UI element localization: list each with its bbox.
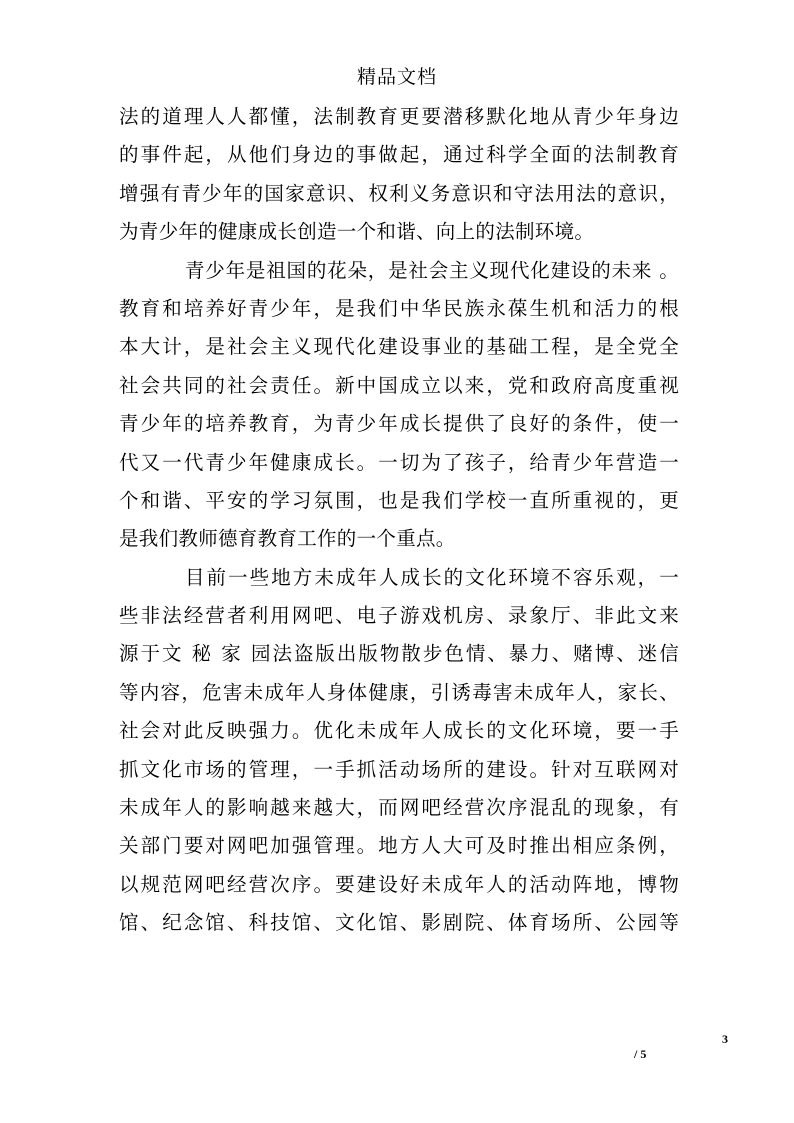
document-body	[119, 98, 679, 943]
text-line: 法的道理人人都懂，法制教育更要潜移默化地从青少年身边	[119, 105, 679, 128]
text-line: 以规范网吧经营次序。要建设好未成年人的活动阵地，博物	[119, 872, 679, 896]
page-number: 3	[722, 1032, 728, 1046]
text-line: 青少年的培养教育，为青少年成长提供了良好的条件，使一	[119, 412, 679, 436]
text-line: 关部门要对网吧加强管理。地方人大可及时推出相应条例，	[119, 834, 679, 858]
text-line: 等内容，危害未成年人身体健康，引诱毒害未成年人，家长、	[119, 680, 679, 704]
text-line: 社会对此反映强力。优化未成年人成长的文化环境，要一手	[119, 719, 679, 743]
paragraph-first-line: 青少年是祖国的花朵，是社会主义现代化建设的未来 。	[185, 258, 679, 282]
text-line: 是我们教师德育教育工作的一个重点。	[119, 527, 456, 551]
paragraph-first-line: 目前一些地方未成年人成长的文化环境不容乐观，一	[185, 565, 679, 589]
page-total: / 5	[634, 1047, 647, 1061]
text-line: 馆、纪念馆、科技馆、文化馆、影剧院、体育场所、公园等	[119, 911, 679, 935]
text-line: 个和谐、平安的学习氛围，也是我们学校一直所重视的，更	[119, 488, 679, 512]
text-line: 为青少年的健康成长创造一个和谐、向上的法制环境。	[119, 220, 595, 244]
text-line: 源于文 秘 家 园法盗版出版物散步色情、暴力、赌博、迷信	[119, 642, 679, 666]
text-line: 社会共同的社会责任。新中国成立以来，党和政府高度重视	[119, 373, 679, 397]
text-line: 本大计，是社会主义现代化建设事业的基础工程，是全党全	[119, 335, 679, 359]
text-line: 教育和培养好青少年，是我们中华民族永葆生机和活力的根	[119, 296, 679, 320]
text-line: 代又一代青少年健康成长。一切为了孩子，给青少年营造一	[119, 450, 679, 474]
text-line: 的事件起，从他们身边的事做起，通过科学全面的法制教育	[119, 143, 679, 167]
text-line: 未成年人的影响越来越大，而网吧经营次序混乱的现象，有	[119, 796, 679, 820]
text-line: 增强有青少年的国家意识、权利义务意识和守法用法的意识，	[119, 181, 679, 205]
document-header-title: 精品文档	[356, 66, 437, 88]
text-line: 些非法经营者利用网吧、电子游戏机房、录象厅、非此文来	[119, 604, 679, 628]
text-line: 抓文化市场的管理，一手抓活动场所的建设。针对互联网对	[119, 757, 679, 781]
